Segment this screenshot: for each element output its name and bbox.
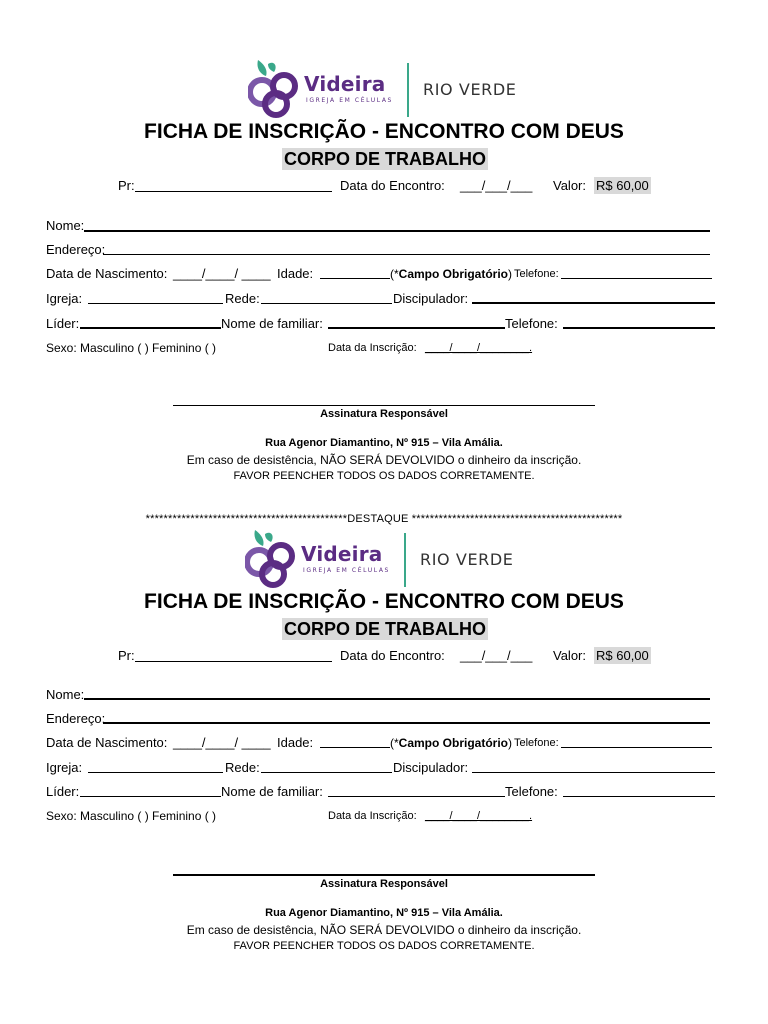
phone-field-small[interactable] — [561, 747, 712, 748]
encounter-date-field[interactable]: ___/___/___ — [460, 178, 533, 193]
sex-options[interactable]: Sexo: Masculino ( ) Feminino ( ) — [46, 341, 217, 355]
church-label: Igreja: — [46, 760, 83, 775]
phone-label-small: Telefone: — [514, 268, 559, 280]
value-label: Valor: — [553, 648, 586, 663]
phone-field-small[interactable] — [561, 278, 712, 279]
form-subtitle: CORPO DE TRABALHO — [284, 619, 486, 639]
address-label: Endereço: — [46, 711, 106, 726]
age-field[interactable] — [320, 747, 390, 748]
logo-name: Videira — [304, 72, 386, 96]
address-field[interactable] — [103, 254, 710, 255]
value-amount: R$ 60,00 — [596, 648, 649, 663]
required-note: (*Campo Obrigatório) — [390, 736, 513, 750]
refund-notice: Em caso de desistência, NÃO SERÁ DEVOLVIDO o dinheiro da inscrição. — [186, 923, 582, 937]
inscription-date-field[interactable]: ____/____/________. — [425, 810, 533, 822]
discipler-label: Discipulador: — [393, 291, 469, 306]
refund-notice: Em caso de desistência, NÃO SERÁ DEVOLVIDO o dinheiro da inscrição. — [186, 453, 582, 467]
inscription-date-field[interactable]: ____/____/________. — [425, 342, 533, 354]
inscription-date-label: Data da Inscrição: — [328, 342, 417, 354]
address-field[interactable] — [103, 722, 710, 724]
encounter-date-label: Data do Encontro: — [340, 178, 445, 193]
encounter-date-field[interactable]: ___/___/___ — [460, 648, 533, 663]
phone-label: Telefone: — [505, 784, 558, 799]
name-label: Nome: — [46, 687, 85, 702]
cut-separator: *********************************************DESTAQUE *********************************************** — [145, 513, 623, 525]
network-field[interactable] — [261, 303, 392, 304]
form-title: FICHA DE INSCRIÇÃO - ENCONTRO COM DEUS — [144, 120, 624, 143]
birth-date-field[interactable]: ____/____/ ____ — [173, 266, 271, 281]
discipler-label: Discipulador: — [393, 760, 469, 775]
address-text: Rua Agenor Diamantino, Nº 915 – Vila Amália. — [265, 907, 503, 919]
pastor-field[interactable] — [135, 661, 332, 662]
registration-form-top — [0, 56, 768, 526]
inscription-date-label: Data da Inscrição: — [328, 810, 417, 822]
pastor-label: Pr: — [118, 648, 135, 663]
discipler-field[interactable] — [472, 302, 715, 304]
birth-date-field[interactable]: ____/____/ ____ — [173, 735, 271, 750]
signature-line[interactable] — [173, 405, 595, 406]
logo-city: RIO VERDE — [420, 550, 514, 569]
age-label: Idade: — [277, 735, 314, 750]
phone-field[interactable] — [563, 796, 715, 797]
form-subtitle: CORPO DE TRABALHO — [284, 149, 486, 169]
pastor-label: Pr: — [118, 178, 135, 193]
leader-label: Líder: — [46, 784, 80, 799]
registration-form-bottom — [0, 526, 768, 996]
family-name-field[interactable] — [328, 327, 505, 329]
phone-field[interactable] — [563, 327, 715, 329]
network-field[interactable] — [261, 772, 392, 773]
fill-notice: FAVOR PEENCHER TODOS OS DADOS CORRETAMENTE. — [233, 940, 535, 952]
videira-logo — [245, 526, 535, 590]
address-text: Rua Agenor Diamantino, Nº 915 – Vila Amália. — [265, 437, 503, 449]
pastor-field[interactable] — [135, 191, 332, 192]
family-name-field[interactable] — [328, 796, 505, 797]
fill-notice: FAVOR PEENCHER TODOS OS DADOS CORRETAMENTE. — [233, 470, 535, 482]
network-label: Rede: — [225, 291, 260, 306]
family-name-label: Nome de familiar: — [221, 784, 323, 799]
leader-label: Líder: — [46, 316, 80, 331]
form-title: FICHA DE INSCRIÇÃO - ENCONTRO COM DEUS — [144, 590, 624, 613]
logo-tagline: IGREJA EM CÉLULAS — [306, 97, 393, 104]
discipler-field[interactable] — [472, 772, 715, 773]
grape-vine-icon — [245, 528, 297, 588]
value-amount: R$ 60,00 — [596, 178, 649, 193]
age-field[interactable] — [320, 278, 390, 279]
church-label: Igreja: — [46, 291, 83, 306]
encounter-date-label: Data do Encontro: — [340, 648, 445, 663]
church-field[interactable] — [88, 303, 223, 304]
birth-date-label: Data de Nascimento: — [46, 266, 168, 281]
logo-divider — [404, 533, 406, 587]
phone-label-small: Telefone: — [514, 737, 559, 749]
logo-city: RIO VERDE — [423, 80, 517, 99]
name-field[interactable] — [84, 698, 710, 700]
sex-options[interactable]: Sexo: Masculino ( ) Feminino ( ) — [46, 809, 217, 823]
leader-field[interactable] — [80, 796, 221, 797]
age-label: Idade: — [277, 266, 314, 281]
logo-tagline: IGREJA EM CÉLULAS — [303, 567, 390, 574]
name-field[interactable] — [84, 230, 710, 232]
logo-divider — [407, 63, 409, 117]
address-label: Endereço: — [46, 242, 106, 257]
value-label: Valor: — [553, 178, 586, 193]
name-label: Nome: — [46, 218, 85, 233]
grape-vine-icon — [248, 58, 300, 118]
signature-label: Assinatura Responsável — [320, 408, 448, 420]
leader-field[interactable] — [80, 327, 221, 329]
videira-logo — [248, 56, 538, 120]
signature-line[interactable] — [173, 874, 595, 876]
family-name-label: Nome de familiar: — [221, 316, 323, 331]
signature-label: Assinatura Responsável — [320, 878, 448, 890]
birth-date-label: Data de Nascimento: — [46, 735, 168, 750]
phone-label: Telefone: — [505, 316, 558, 331]
church-field[interactable] — [88, 772, 223, 773]
logo-name: Videira — [301, 542, 383, 566]
required-note: (*Campo Obrigatório) — [390, 267, 513, 281]
network-label: Rede: — [225, 760, 260, 775]
